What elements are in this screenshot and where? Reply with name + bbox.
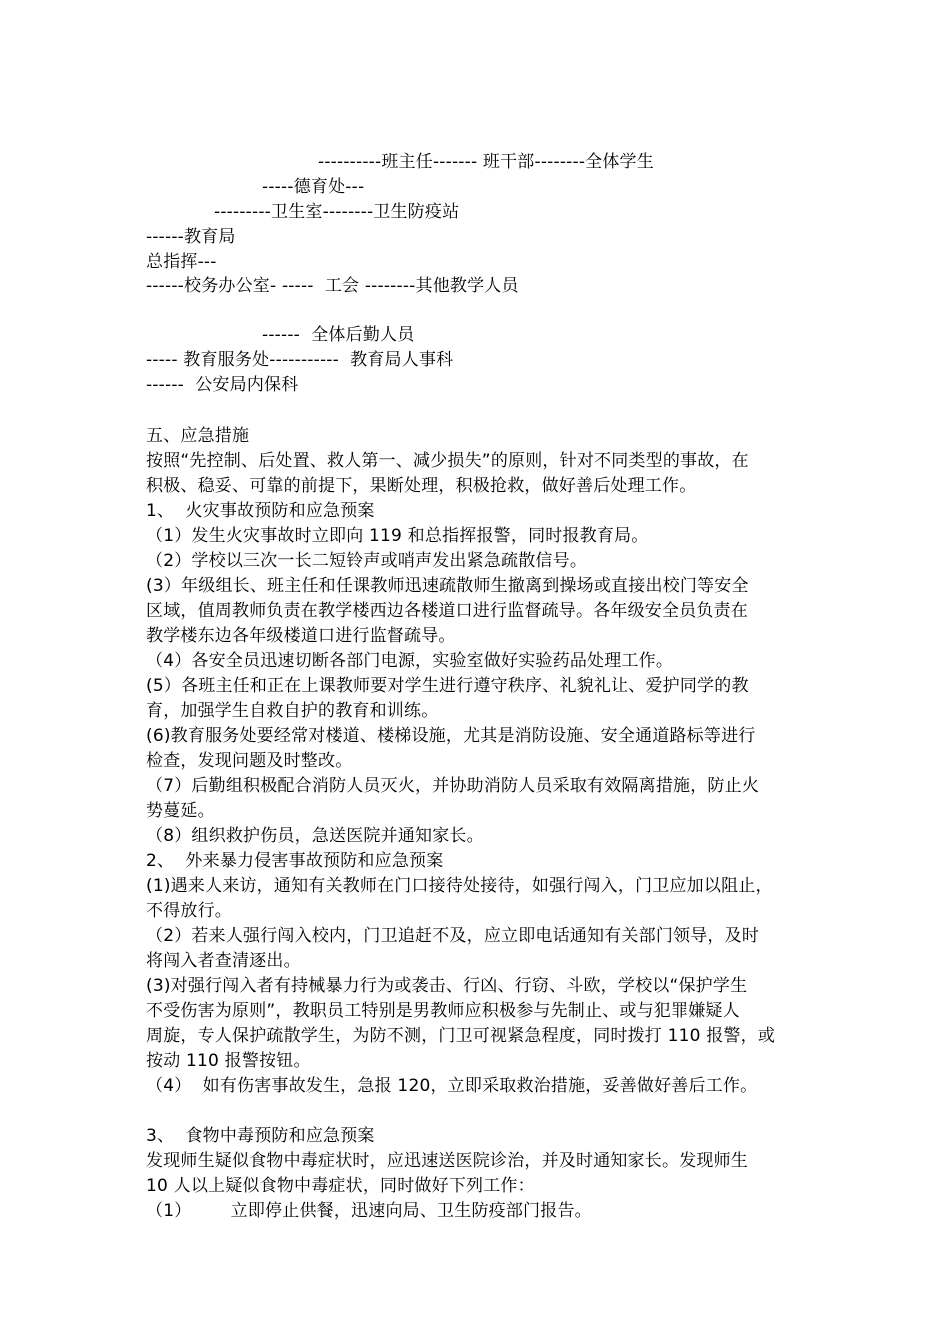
org-chart-line-2: -----德育处--- (262, 177, 365, 197)
org-chart-line-7: ------ 全体后勤人员 (262, 325, 415, 345)
fire-line: 势蔓延。 (146, 801, 215, 821)
violence-line: 将闯入者查清逐出。 (146, 951, 301, 971)
org-chart-line-6: ------校务办公室- ----- 工会 --------其他教学人员 (146, 276, 519, 296)
violence-line: (3)对强行闯入者有持械暴力行为或袭击、行凶、行窃、斗欧，学校以“保护学生 (146, 976, 748, 996)
food-line: 10 人以上疑似食物中毒症状，同时做好下列工作： (146, 1176, 535, 1196)
violence-line: 不受伤害为原则”，教职员工特别是男教师应积极参与先制止、或与犯罪嫌疑人 (146, 1001, 740, 1021)
fire-line: （2）学校以三次一长二短铃声或哨声发出紧急疏散信号。 (146, 551, 588, 571)
violence-line: 按动 110 报警按钮。 (146, 1051, 311, 1071)
org-chart-line-8: ----- 教育服务处----------- 教育局人事科 (146, 350, 454, 370)
org-chart-line-9: ------ 公安局内保科 (146, 375, 299, 395)
org-chart-line-1: ----------班主任------- 班干部--------全体学生 (318, 152, 654, 172)
violence-line: （4） 如有伤害事故发生，急报 120，立即采取救治措施，妥善做好善后工作。 (146, 1076, 758, 1096)
intro-line-1: 按照“先控制、后处置、救人第一、减少损失”的原则，针对不同类型的事故，在 (146, 451, 749, 471)
fire-line: (3）年级组长、班主任和任课教师迅速疏散师生撤离到操场或直接出校门等安全 (146, 576, 749, 596)
fire-line: （8）组织救护伤员，急送医院并通知家长。 (146, 826, 484, 846)
fire-line: (6)教育服务处要经常对楼道、楼梯设施，尤其是消防设施、安全通道路标等进行 (146, 726, 756, 746)
section-heading: 五、应急措施 (146, 426, 250, 446)
violence-title: 2、 外来暴力侵害事故预防和应急预案 (146, 851, 444, 871)
violence-line: 不得放行。 (146, 901, 232, 921)
fire-line: （1）发生火灾事故时立即向 119 和总指挥报警，同时报教育局。 (146, 526, 649, 546)
org-chart-line-5: 总指挥--- (146, 252, 217, 272)
fire-line: 检查，发现问题及时整改。 (146, 751, 353, 771)
fire-line: （4）各安全员迅速切断各部门电源，实验室做好实验药品处理工作。 (146, 651, 674, 671)
org-chart-line-3: ---------卫生室--------卫生防疫站 (214, 202, 460, 222)
org-chart-line-4: ------教育局 (146, 227, 236, 247)
fire-line: 育，加强学生自救自护的教育和训练。 (146, 701, 439, 721)
fire-line: （7）后勤组积极配合消防人员灭火，并协助消防人员采取有效隔离措施，防止火 (146, 776, 760, 796)
fire-line: (5）各班主任和正在上课教师要对学生进行遵守秩序、礼貌礼让、爱护同学的教 (146, 676, 749, 696)
fire-line: 教学楼东边各年级楼道口进行监督疏导。 (146, 626, 456, 646)
violence-line: 周旋，专人保护疏散学生，为防不测，门卫可视紧急程度，同时拨打 110 报警，或 (146, 1026, 776, 1046)
fire-title: 1、 火灾事故预防和应急预案 (146, 501, 375, 521)
food-line: （1） 立即停止供餐，迅速向局、卫生防疫部门报告。 (146, 1201, 592, 1221)
violence-line: (1)遇来人来访，通知有关教师在门口接待处接待，如强行闯入，门卫应加以阻止， (146, 876, 773, 896)
food-title: 3、 食物中毒预防和应急预案 (146, 1126, 375, 1146)
violence-line: （2）若来人强行闯入校内，门卫追赶不及，应立即电话通知有关部门领导，及时 (146, 926, 760, 946)
fire-line: 区域，值周教师负责在教学楼西边各楼道口进行监督疏导。各年级安全员负责在 (146, 601, 748, 621)
food-line: 发现师生疑似食物中毒症状时，应迅速送医院诊治，并及时通知家长。发现师生 (146, 1151, 748, 1171)
intro-line-2: 积极、稳妥、可靠的前提下，果断处理，积极抢救，做好善后处理工作。 (146, 476, 697, 496)
